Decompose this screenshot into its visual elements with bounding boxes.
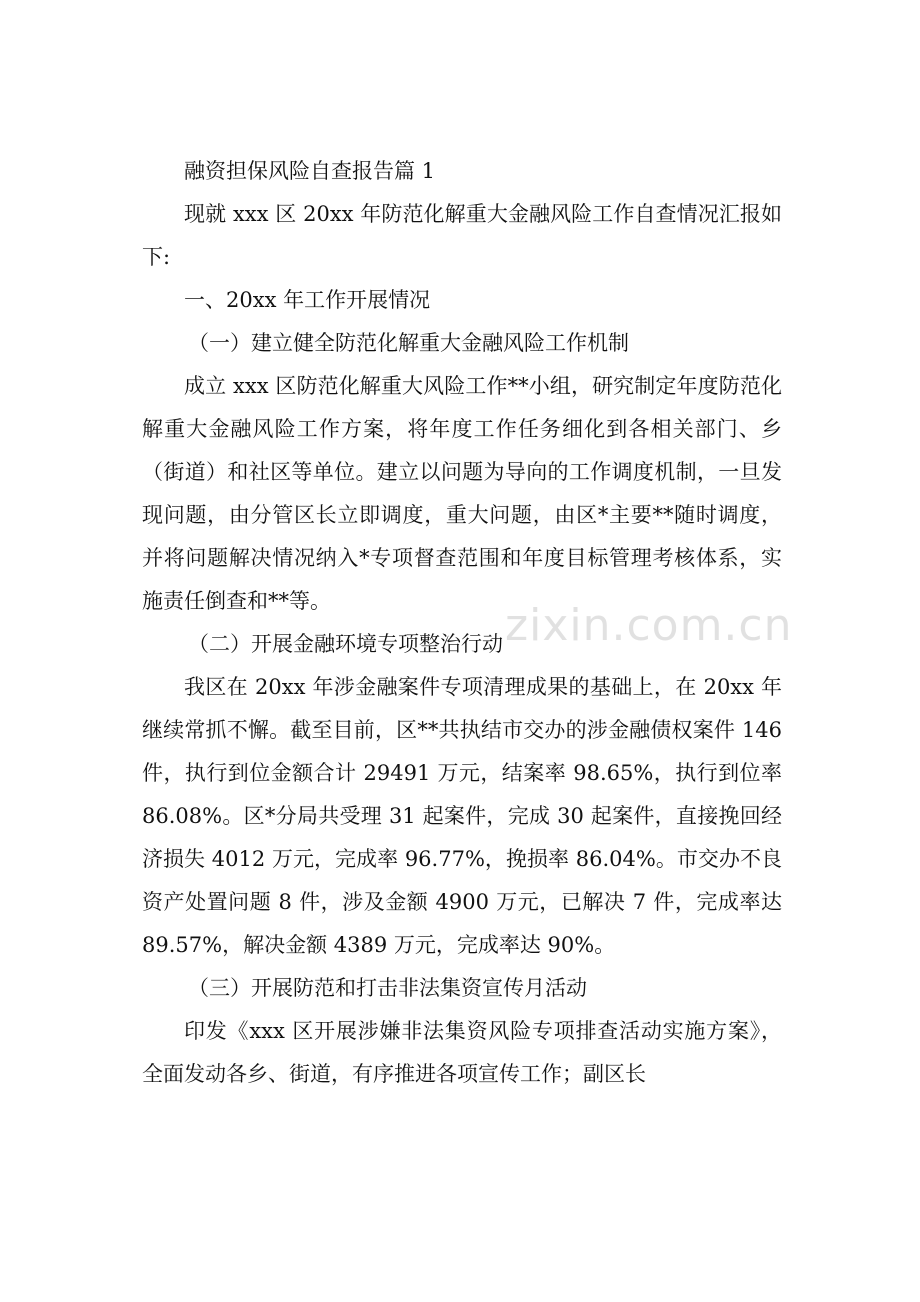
section-heading-1: 一、20xx 年工作开展情况 <box>184 288 431 312</box>
subsection-heading-2: （二）开展金融环境专项整治行动 <box>188 632 503 656</box>
subsection-paragraph-3: 印发《xxx 区开展涉嫌非法集资风险专项排查活动实施方案》，全面发动各乡、街道，有序推进各项宣传工作；副区长 <box>142 1019 782 1086</box>
subsection-paragraph-2: 我区在 20xx 年涉金融案件专项清理成果的基础上，在 20xx 年继续常抓不懈。截至目前，区**共执结市交办的涉金融债权案件 146 件，执行到位金额合计 29491 万元，结案率 98.65%，执行到位率 86.08%。区*分局共受理 31 起案件，完成 30 起案件，直接挽回经济损失 4012 万元，完成率 96.77%，挽损率 86.04%。市交办不良资产处置问题 8 件，涉及金额 4900 万元，已解决 7 件，完成率达 89.57%，解决金额 4389 万元，完成率达 90%。 <box>142 675 782 957</box>
intro-paragraph: 现就 xxx 区 20xx 年防范化解重大金融风险工作自查情况汇报如下: <box>142 202 782 269</box>
subsection-heading-3: （三）开展防范和打击非法集资宣传月活动 <box>188 976 587 1000</box>
document-title: 融资担保风险自查报告篇 1 <box>184 159 436 183</box>
subsection-paragraph-1: 成立 xxx 区防范化解重大风险工作**小组，研究制定年度防范化解重大金融风险工作方案，将年度工作任务细化到各相关部门、乡（街道）和社区等单位。建立以问题为导向的工作调度机制，一旦发现问题，由分管区长立即调度，重大问题，由区*主要**随时调度，并将问题解决情况纳入*专项督查范围和年度目标管理考核体系，实施责任倒查和**等。 <box>142 374 782 613</box>
watermark-text: zixin.com.cn <box>505 600 793 651</box>
subsection-heading-1: （一）建立健全防范化解重大金融风险工作机制 <box>188 331 629 355</box>
